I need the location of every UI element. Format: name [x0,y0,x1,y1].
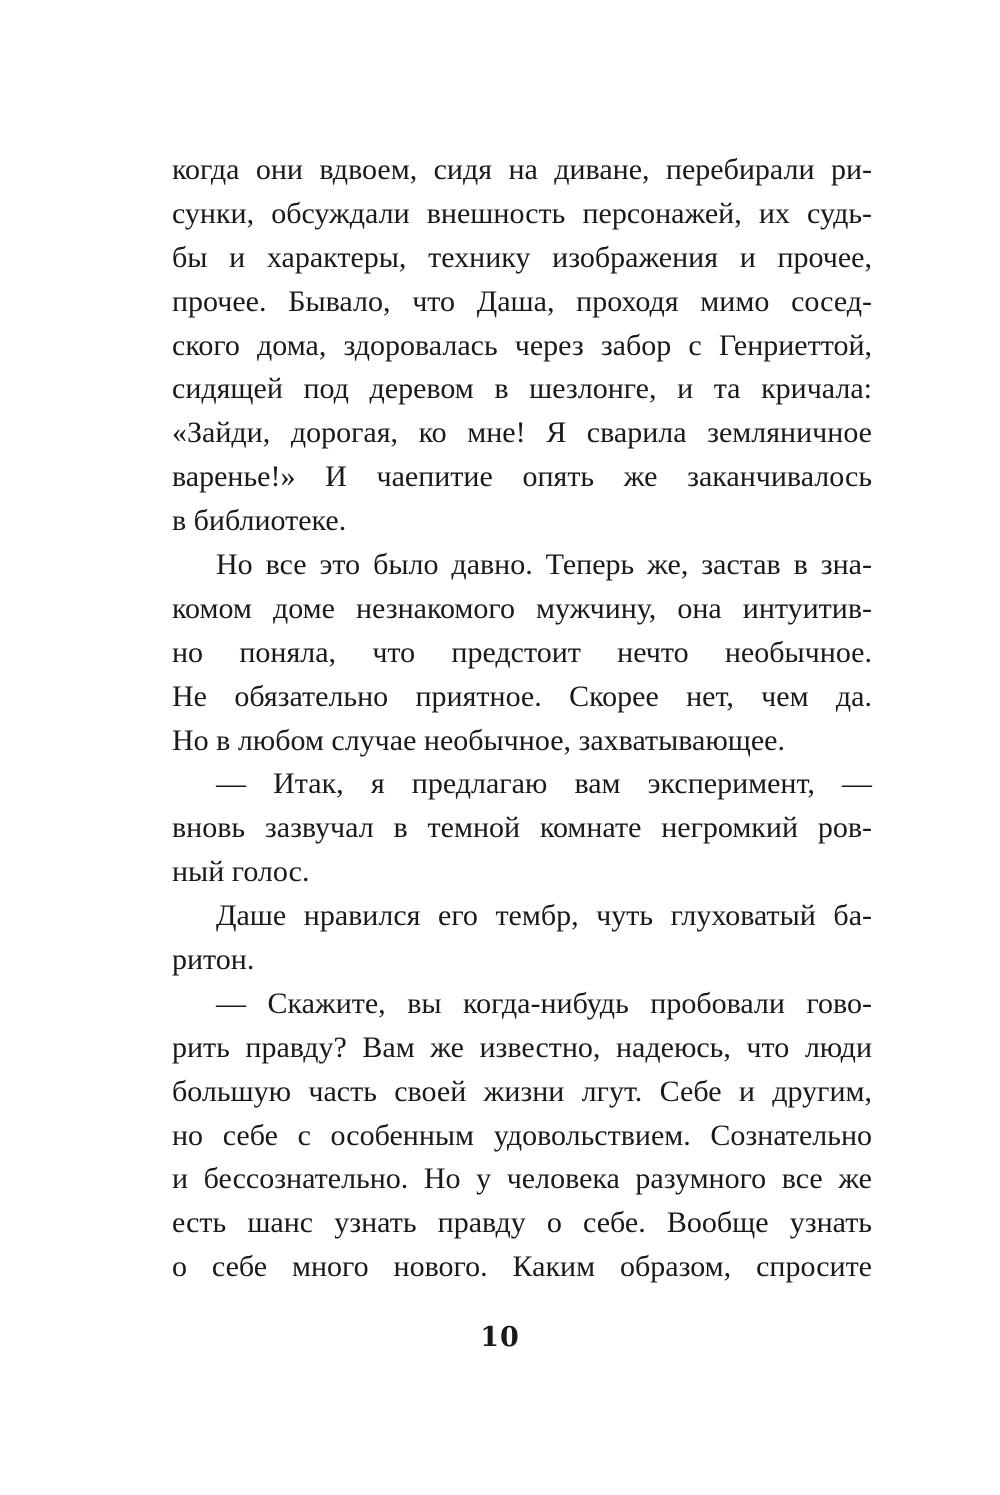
text-line: — Скажите, вы когда-нибудь пробовали гово- [216,986,872,1020]
text-line: рить правду? Вам же известно, надеюсь, что люди [172,1030,872,1064]
text-line: есть шанс узнать правду о себе. Вообще узнать [172,1206,872,1240]
text-line: вновь зазвучал в темной комнате негромкий ров- [172,811,872,845]
text-line: бы и характеры, технику изображения и прочее, [172,240,872,274]
text-line: Но в любом случае необычное, захватывающее. [172,723,785,757]
text-line: Но все это было давно. Теперь же, застав в зна- [216,548,872,582]
text-line: Не обязательно приятное. Скорее нет, чем да. [172,679,872,713]
text-line: варенье!» И чаепитие опять же заканчивалось [172,460,872,494]
text-line: большую часть своей жизни лгут. Себе и другим, [172,1074,872,1108]
text-line: сидящей под деревом в шезлонге, и та кричала: [172,372,872,406]
text-line: но себе с особенным удовольствием. Сознательно [172,1118,872,1152]
text-line: когда они вдвоем, сидя на диване, перебирали ри- [172,153,872,186]
text-line: Даше нравился его тембр, чуть глуховатый ба- [216,899,872,933]
page-number: 10 [480,1322,520,1353]
text-line: прочее. Бывало, что Даша, проходя мимо сосед- [172,284,872,318]
text-line: но поняла, что предстоит нечто необычное. [172,635,872,669]
text-line: сунки, обсуждали внешность персонажей, их судь- [172,196,872,230]
text-line: — Итак, я предлагаю вам эксперимент, — [216,767,872,801]
text-line: ный голос. [172,855,310,889]
body-text [172,148,872,1289]
text-line: в библиотеке. [172,504,347,538]
text-line: комом доме незнакомого мужчину, она интуитив- [172,591,872,625]
text-line: ского дома, здоровалась через забор с Генриеттой, [172,328,872,362]
text-line: «Зайди, дорогая, ко мне! Я сварила земляничное [172,416,872,450]
text-line: и бессознательно. Но у человека разумного все же [172,1162,872,1196]
text-line: о себе много нового. Каким образом, спросите [172,1250,872,1284]
text-line: ритон. [172,943,255,977]
